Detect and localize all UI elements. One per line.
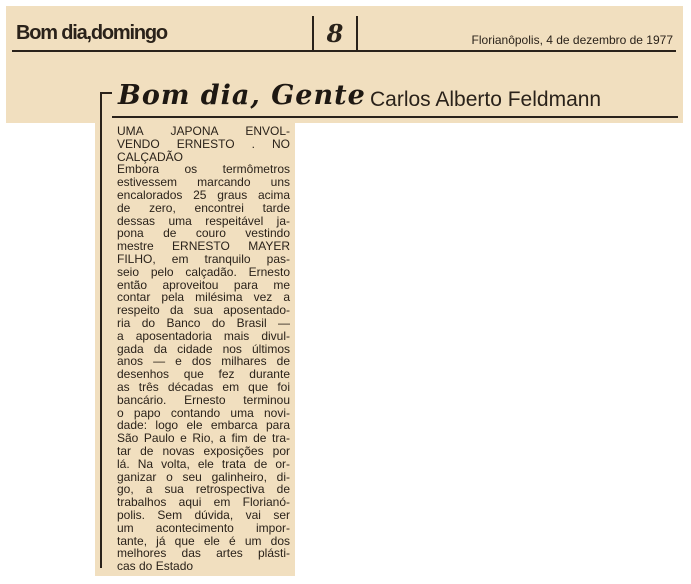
page-number: 8 bbox=[312, 16, 358, 50]
body-line: ria do Banco do Brasil — bbox=[117, 315, 290, 330]
body-line: o papo contando uma novi- bbox=[117, 405, 290, 420]
dateline: Florianôpolis, 4 de dezembro de 1977 bbox=[471, 33, 673, 47]
article-body bbox=[117, 163, 290, 573]
body-line: as três décadas em que foi bbox=[117, 379, 290, 394]
body-line: gada da cidade nos últimos bbox=[117, 341, 290, 356]
body-line: São Paulo e Rio, a fim de tra- bbox=[117, 431, 290, 446]
column-title: Bom dia, Gente bbox=[118, 80, 366, 111]
body-line: dade: logo ele embarca para bbox=[117, 418, 290, 433]
body-line: lá. Na volta, ele trata de or- bbox=[117, 456, 290, 471]
body-line: bancário. Ernesto terminou bbox=[117, 392, 290, 407]
body-line: desenhos que fez durante bbox=[117, 367, 290, 382]
body-line: pona de couro vestindo bbox=[117, 226, 290, 241]
column-rule-corner bbox=[100, 92, 112, 94]
body-line: ganizar o seu galinheiro, di- bbox=[117, 469, 290, 484]
body-line: tante, já que ele é um dos bbox=[117, 533, 290, 548]
body-line: então aproveitou para me bbox=[117, 277, 290, 292]
column-author: Carlos Alberto Feldmann bbox=[370, 88, 602, 111]
body-line: contar pela milésima vez a bbox=[117, 290, 290, 305]
body-line: encalorados 25 graus acima bbox=[117, 187, 290, 202]
column-rule bbox=[100, 92, 102, 568]
body-line: seio pelo calçadão. Ernesto bbox=[117, 264, 290, 279]
body-line: cas do Estado bbox=[117, 559, 194, 574]
body-line: go, a sua retrospectiva de bbox=[117, 482, 290, 497]
title-rule bbox=[112, 116, 678, 118]
body-line: um acontecimento impor- bbox=[117, 520, 290, 535]
article-headline bbox=[117, 125, 290, 163]
body-line: Embora os termômetros bbox=[117, 162, 290, 177]
section-name: Bom dia,domingo bbox=[16, 22, 167, 44]
headline-line: UMA JAPONA ENVOL- bbox=[117, 124, 290, 138]
body-line: mestre ERNESTO MAYER bbox=[117, 239, 290, 254]
body-line: tar de novas exposições por bbox=[117, 443, 290, 458]
body-line: anos — e dos milhares de bbox=[117, 354, 290, 369]
body-line: polis. Sem dúvida, vai ser bbox=[117, 507, 290, 522]
article bbox=[117, 125, 290, 573]
body-line: melhores das artes plásti- bbox=[117, 546, 290, 561]
body-line: respeito da sua aposentado- bbox=[117, 303, 290, 318]
body-line: a aposentadoria mais divul- bbox=[117, 328, 290, 343]
body-line: estivessem marcando uns bbox=[117, 175, 290, 190]
body-line: trabalhos aqui em Florianó- bbox=[117, 495, 290, 510]
body-line: FILHO, em tranquilo pas- bbox=[117, 251, 290, 266]
body-line: dessas uma respeitável ja- bbox=[117, 213, 290, 228]
headline-line: VENDO ERNESTO . NO bbox=[117, 136, 290, 151]
body-line: de zero, encontrei tarde bbox=[117, 200, 290, 215]
headline-line: CALÇADÃO bbox=[117, 149, 184, 164]
